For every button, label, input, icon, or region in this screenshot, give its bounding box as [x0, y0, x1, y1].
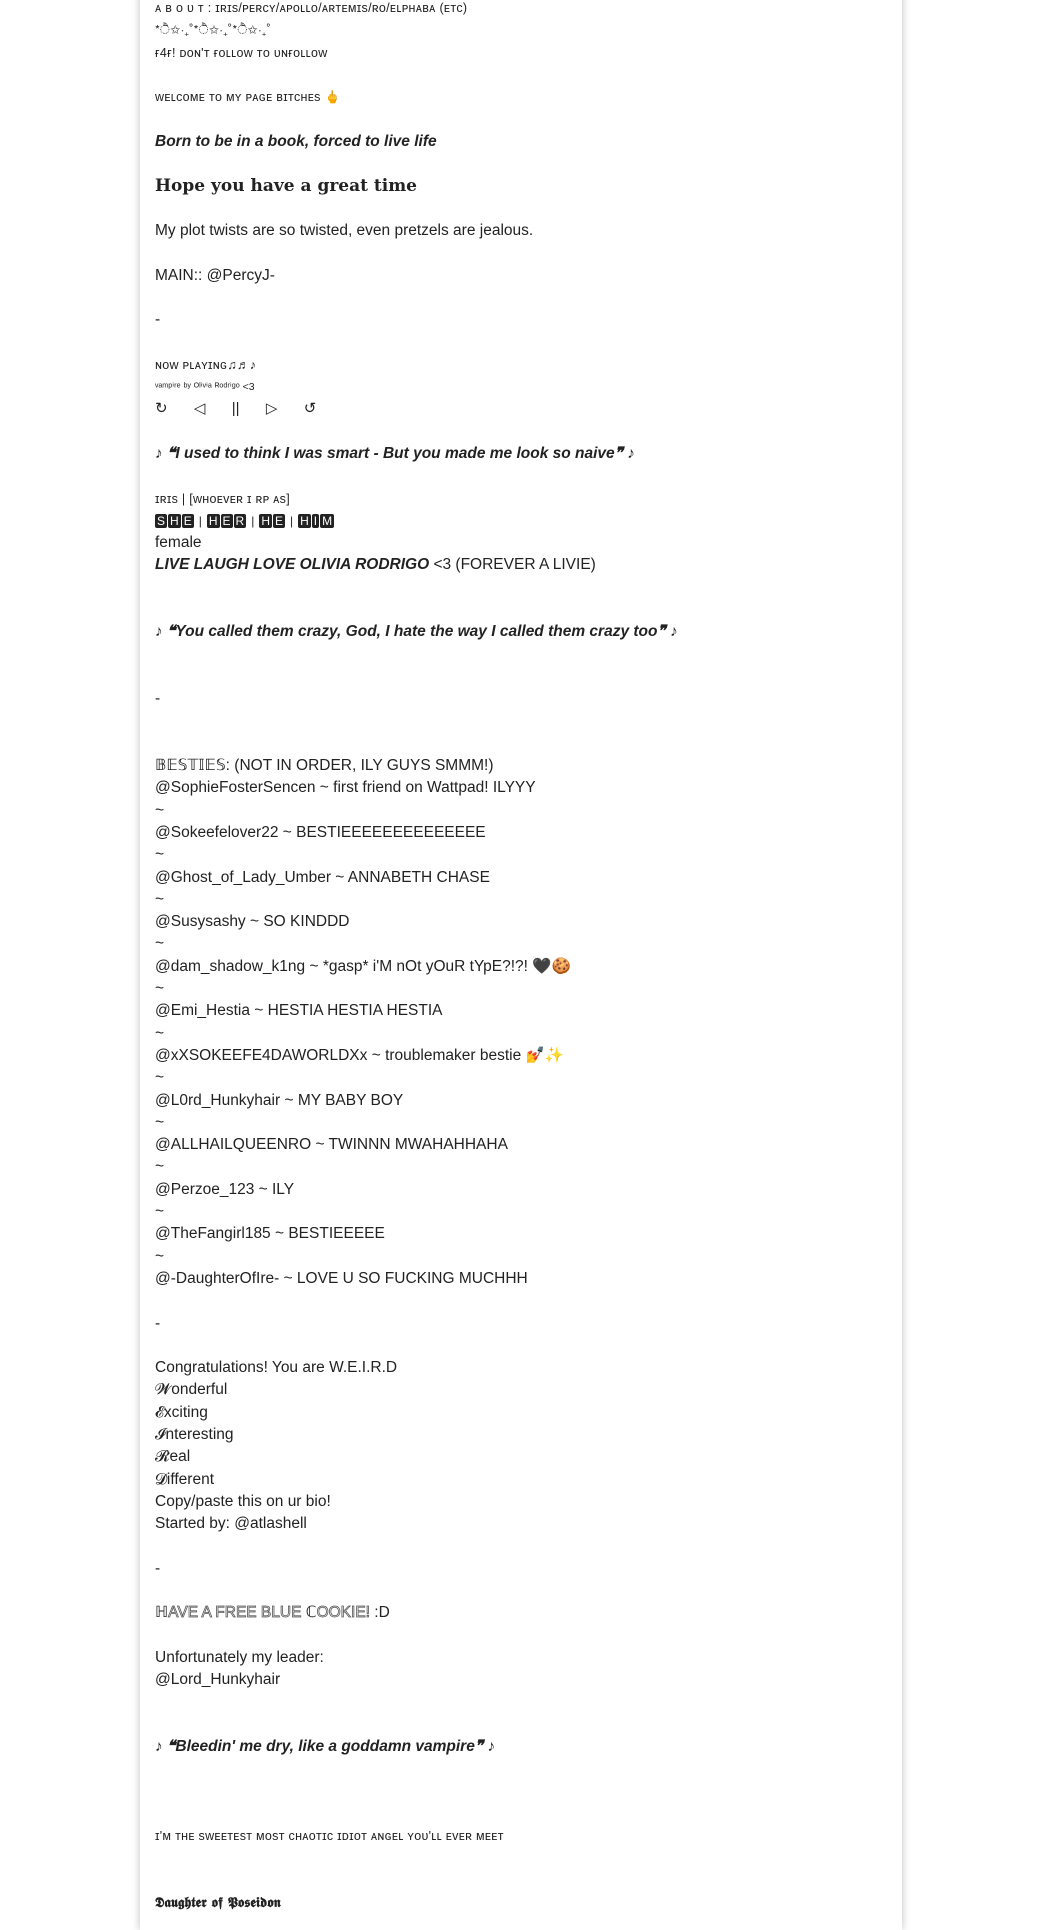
pause-icon: || — [231, 400, 240, 418]
leader-handle: @Lord_Hunkyhair — [155, 1671, 281, 1689]
lyric-line-2: ♪ ❝You called them crazy, God, I hate the way I called them crazy too❞ ♪ — [155, 623, 678, 641]
weird-line: 𝓦onderful — [155, 1381, 228, 1399]
tilde-separator: ~ — [155, 1203, 165, 1221]
decor-line: *ੈ✩‧₊˚*ੈ✩‧₊˚*ੈ✩‧₊˚ — [155, 23, 271, 38]
bestie-item: @L0rd_Hunkyhair ~ MY BABY BOY — [155, 1091, 404, 1109]
bestie-item: @Ghost_of_Lady_Umber ~ ANNABETH CHASE — [155, 868, 490, 886]
bestie-item: @Emi_Hestia ~ HESTIA HESTIA HESTIA — [155, 1002, 443, 1020]
weird-line: 𝓘nteresting — [155, 1426, 234, 1443]
tilde-separator: ~ — [155, 890, 165, 908]
besties-list — [155, 777, 875, 1290]
now-playing-label: ɴᴏᴡ ᴘʟᴀʏɪɴɢ♫♬♪ — [155, 357, 257, 372]
divider-dash: - — [155, 1314, 161, 1332]
weird-line: 𝓓ifferent — [155, 1470, 214, 1488]
tilde-separator: ~ — [155, 1158, 165, 1176]
weird-list — [155, 1357, 875, 1535]
gender-line: female — [155, 534, 202, 552]
weird-line: 𝓔xciting — [155, 1403, 208, 1421]
player-controls — [155, 398, 875, 420]
bestie-item: @dam_shadow_k1ng ~ *gasp* i'M nOt yOuR tYpE?!?! 🖤🍪 — [155, 957, 571, 975]
divider-dash: - — [155, 690, 161, 708]
next-icon: ▷ — [265, 400, 278, 418]
born-line: Born to be in a book, forced to live life — [155, 132, 437, 150]
divider-dash: - — [155, 311, 161, 329]
tilde-separator: ~ — [155, 980, 165, 998]
bestie-item: @xXSOKEEFE4DAWORLDXx ~ troublemaker bestie 💅✨ — [155, 1046, 565, 1064]
lyric-line-3: ♪ ❝Bleedin' me dry, like a goddamn vampire❞ ♪ — [155, 1738, 496, 1756]
bestie-item: @TheFangirl185 ~ BESTIEEEEE — [155, 1225, 385, 1243]
weird-line: Started by: @atlashell — [155, 1515, 307, 1533]
sweetest-line: ɪ'ᴍ ᴛʜᴇ sᴡᴇᴇᴛᴇsᴛ ᴍᴏsᴛ ᴄʜᴀᴏᴛɪᴄ ɪᴅɪᴏᴛ ᴀɴɢᴇʟ ʏᴏᴜ'ʟʟ ᴇᴠᴇʀ ᴍᴇᴇᴛ — [155, 1829, 504, 1844]
tilde-separator: ~ — [155, 801, 165, 819]
welcome-line: ᴡᴇʟᴄᴏᴍᴇ ᴛᴏ ᴍʏ ᴘᴀɢᴇ ʙɪᴛᴄʜᴇs 🖕 — [155, 90, 341, 105]
song-line: ᵛᵃᵐᵖⁱʳᵉ ᵇʸ ᴼˡⁱᵛⁱᵃ ᴿᵒᵈʳⁱᵍᵒ <3 — [155, 381, 255, 394]
lyric-line-1: ♪ ❝I used to think I was smart - But you made me look so naive❞ ♪ — [155, 444, 636, 462]
shuffle-icon: ↺ — [303, 400, 317, 418]
tilde-separator: ~ — [155, 935, 165, 953]
weird-line: Congratulations! You are W.E.I.R.D — [155, 1359, 398, 1377]
f4f-line: ғ4ғ! ᴅᴏɴ'ᴛ ғᴏʟʟᴏᴡ ᴛᴏ ᴜɴғᴏʟʟᴏᴡ — [155, 45, 328, 60]
previous-icon: ◁ — [193, 400, 206, 418]
tilde-separator: ~ — [155, 1247, 165, 1265]
hope-line: Hope you have a great time — [155, 176, 417, 197]
besties-title: 𝔹𝔼𝕊𝕋𝕀𝔼𝕊: (NOT IN ORDER, ILY GUYS SMMM!) — [155, 757, 494, 775]
weird-line: Copy/paste this on ur bio! — [155, 1492, 331, 1510]
tilde-separator: ~ — [155, 1113, 165, 1131]
profile-bio-content — [155, 0, 875, 1915]
bestie-item: @Sokeefelover22 ~ BESTIEEEEEEEEEEEEEE — [155, 823, 486, 841]
bestie-item: @SophieFosterSencen ~ first friend on Wattpad! ILYYY — [155, 779, 536, 797]
main-account-line: MAIN:: @PercyJ- — [155, 266, 275, 284]
daughter-line: 𝕯𝖆𝖚𝖌𝖍𝖙𝖊𝖗 𝖔𝖋 𝕻𝖔𝖘𝖊𝖎𝖉𝖔𝖓 — [155, 1895, 281, 1912]
cookie-line: ℍAVE A FREE BLUE ℂOOKIE! :D — [155, 1604, 390, 1622]
about-line: ᴀ ʙ ᴏ ᴜ ᴛ : ɪʀɪs/ᴘᴇʀᴄʏ/ᴀᴘᴏʟʟᴏ/ᴀʀᴛᴇᴍɪs/ʀᴏ/ᴇʟᴘʜᴀʙᴀ (ᴇᴛᴄ) — [155, 1, 468, 15]
plot-line: My plot twists are so twisted, even pretzels are jealous. — [155, 221, 534, 239]
divider-dash: - — [155, 1559, 161, 1577]
bestie-item: @Susysashy ~ SO KINDDD — [155, 913, 350, 931]
bestie-item: @Perzoe_123 ~ ILY — [155, 1180, 295, 1198]
live-laugh-line: LIVE LAUGH LOVE OLIVIA RODRIGO <3 (FOREVER A LIVIE) — [155, 556, 596, 574]
weird-line: 𝓡eal — [155, 1448, 191, 1466]
bestie-item: @-DaughterOfIre- ~ LOVE U SO FUCKING MUCHHH — [155, 1269, 528, 1287]
tilde-separator: ~ — [155, 1024, 165, 1042]
leader-label: Unfortunately my leader: — [155, 1648, 324, 1666]
pronouns-line: S H E | H E R | H E | H I M — [157, 513, 333, 528]
tilde-separator: ~ — [155, 846, 165, 864]
tilde-separator: ~ — [155, 1069, 165, 1087]
name-line: ɪʀɪs | [ᴡʜᴏᴇᴠᴇʀ ɪ ʀᴘ ᴀs] — [155, 491, 291, 506]
repeat-icon: ↻ — [155, 400, 168, 418]
bestie-item: @ALLHAILQUEENRO ~ TWINNN MWAHAHHAHA — [155, 1136, 508, 1154]
